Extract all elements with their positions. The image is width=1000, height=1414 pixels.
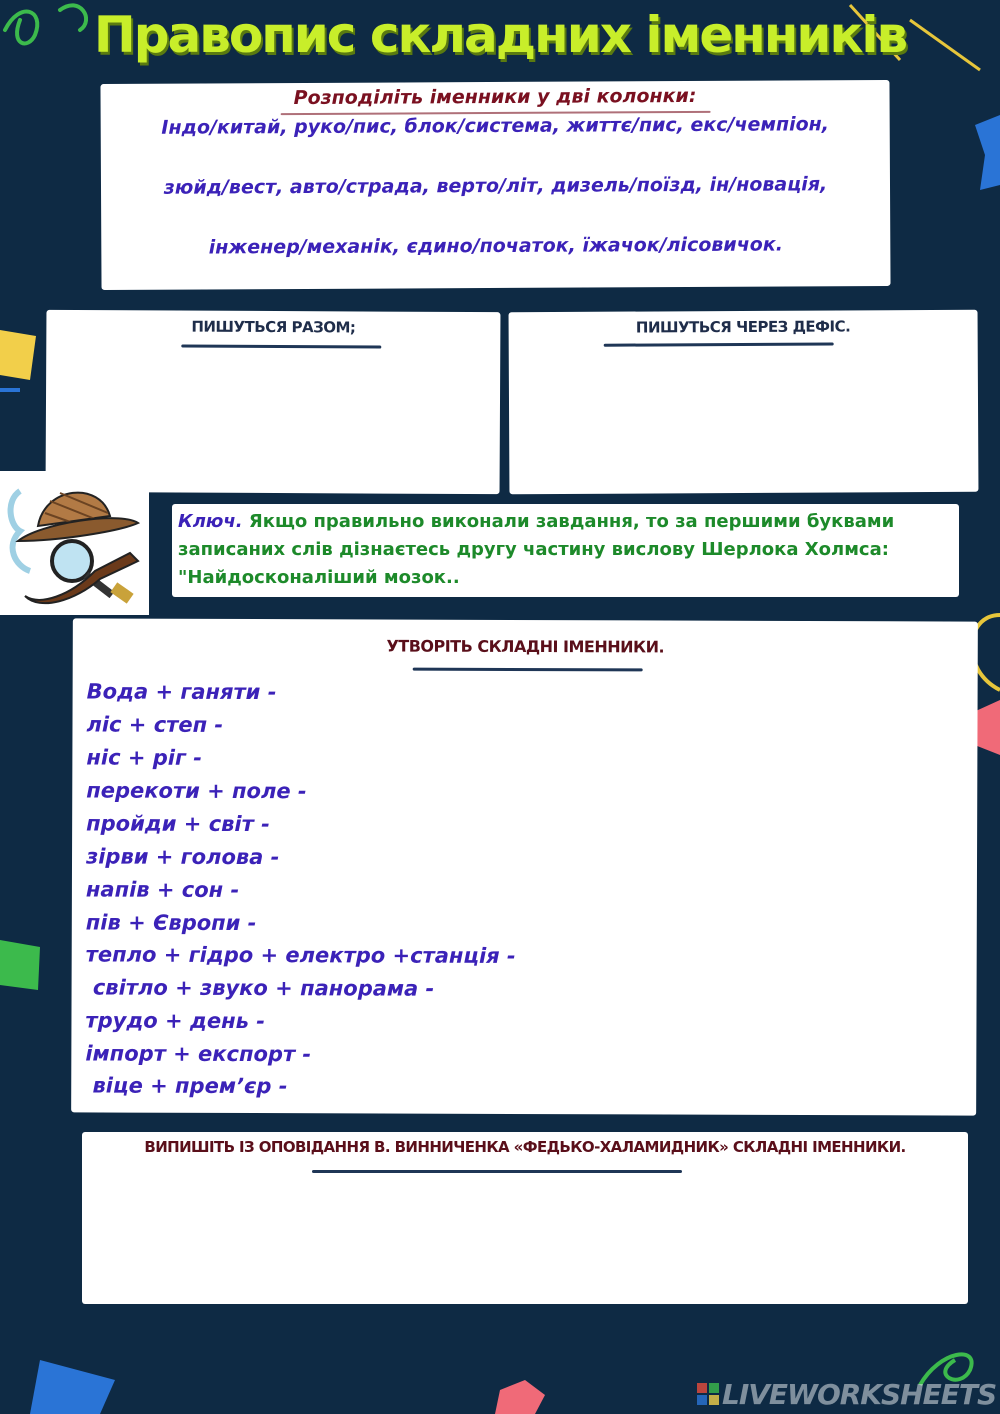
together-heading: ПИШУТЬСЯ РАЗОМ; [191,317,356,337]
compound-item[interactable]: віце + прем’єр - [85,1073,288,1099]
word-line: інженер/механік, єдино/початок, їжачок/лісовичок. [208,233,783,259]
hyphen-column[interactable] [509,310,979,494]
decor-blue-shape-right [970,115,1000,195]
compound-item[interactable]: перекоти + поле - [86,778,307,804]
sherlock-hat-icon [0,471,149,615]
compound-item[interactable]: напів + сон - [85,877,240,903]
watermark: LIVEWORKSHEETS [722,1378,997,1411]
compound-item[interactable]: ніс + ріг - [86,745,203,770]
word-line: Індо/китай, руко/пис, блок/система, життє/пис, екс/чемпіон, [161,113,830,139]
story-task-card[interactable] [82,1132,968,1304]
key-card [172,504,959,597]
decor-green-shape-left [0,935,45,995]
compound-item[interactable]: пів + Європи - [85,910,257,936]
word-line: зюйд/вест, авто/страда, верто/літ, дизель/поїзд, ін/новація, [163,173,828,199]
key-text [178,508,938,592]
decor-blue-shape-bottom [30,1360,120,1414]
sherlock-illustration [0,471,149,615]
page-title: Правопис складних іменників [93,6,907,64]
heading-underline [604,343,834,347]
compound-item[interactable]: світло + звуко + панорама - [85,975,435,1001]
compound-item[interactable]: зірви + голова - [85,844,280,870]
compound-nouns-card [71,618,978,1115]
compound-item[interactable]: трудо + день - [85,1008,266,1034]
word-list-card [100,80,890,290]
compound-nouns-heading: УТВОРІТЬ СКЛАДНІ ІМЕННИКИ. [386,636,665,657]
liveworksheets-logo-icon [697,1383,719,1405]
together-column[interactable] [46,310,501,494]
compound-item[interactable]: імпорт + експорт - [85,1041,312,1067]
story-task-heading: ВИПИШІТЬ ІЗ ОПОВІДАННЯ В. ВИННИЧЕНКА «ФЕДЬКО-ХАЛАМИДНИК» СКЛАДНІ ІМЕННИКИ. [144,1138,906,1156]
heading-underline [312,1170,682,1173]
compound-item[interactable]: пройди + світ - [86,811,270,837]
decor-yellow-shape-left [0,330,40,410]
key-body: Якщо правильно виконали завдання, то за першими буквами записаних слів дізнаєтесь другу частину вислову Шерлока Холмса: "Найдосконаліший мозок.. [178,511,895,588]
decor-pink-shape-bottom [490,1380,550,1414]
heading-underline [181,345,381,349]
compound-item[interactable]: Вода + ганяти - [86,679,277,705]
key-label: Ключ. [178,511,243,532]
task-instruction: Розподіліть іменники у дві колонки: [293,84,697,110]
hyphen-heading: ПИШУТЬСЯ ЧЕРЕЗ ДЕФІС. [635,317,851,337]
heading-underline [413,668,643,672]
compound-item[interactable]: ліс + степ - [86,712,224,737]
compound-item[interactable]: тепло + гідро + електро +станція - [85,942,516,968]
